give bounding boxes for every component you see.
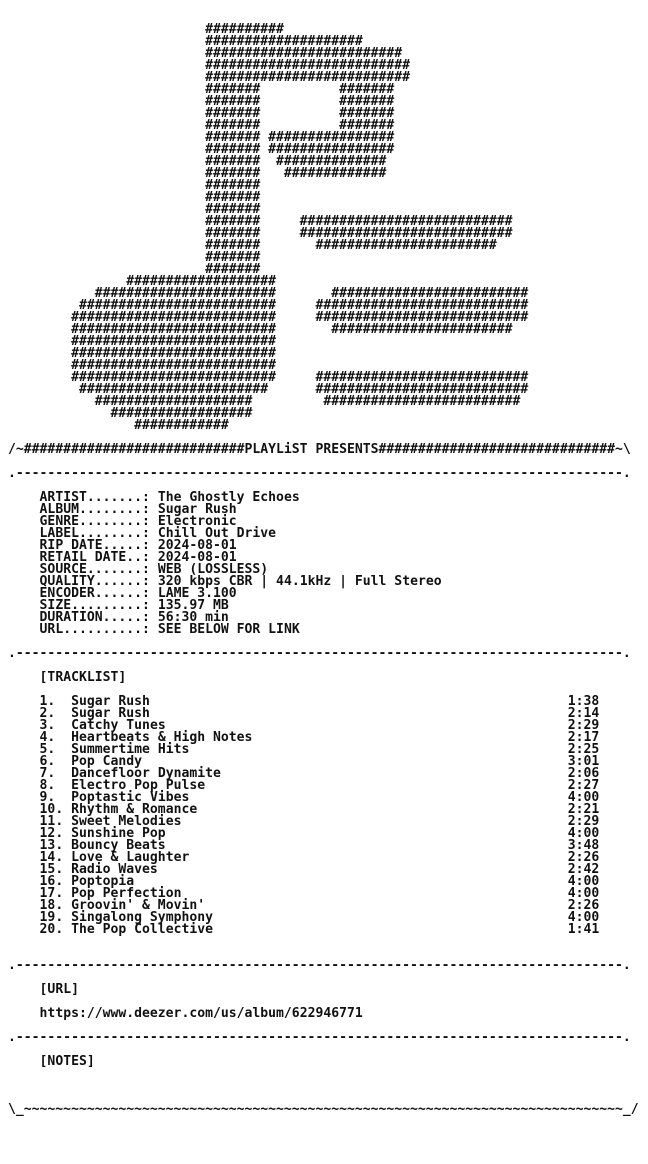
track-number: 2.	[39, 706, 56, 721]
track-number: 9.	[39, 790, 56, 805]
footer-border: \_~~~~~~~~~~~~~~~~~~~~~~~~~~~~~~~~~~~~~~~~~~~~~~~~~~~~~~~~~~~~~~~~~~~~~~~~~~~~_/	[8, 1102, 639, 1117]
track-title: Singalong Symphony	[71, 910, 213, 925]
track-title: Radio Waves	[71, 862, 158, 877]
duration-value: 56:30 min	[157, 610, 229, 625]
track-number: 1.	[39, 694, 56, 709]
track-number: 12.	[39, 826, 64, 841]
section-divider: .-----------------------------------------------------------------------------.	[8, 646, 631, 661]
track-duration: 2:27	[567, 778, 600, 793]
source-label: SOURCE.......:	[39, 562, 150, 577]
track-number: 4.	[39, 730, 56, 745]
track-number: 16.	[39, 874, 64, 889]
track-number: 17.	[39, 886, 64, 901]
track-duration: 2:29	[567, 814, 600, 829]
track-duration: 4:00	[567, 886, 600, 901]
track-title: Sunshine Pop	[71, 826, 166, 841]
size-label: SIZE.........:	[39, 598, 150, 613]
track-number: 3.	[39, 718, 56, 733]
track-title: Bouncy Beats	[71, 838, 166, 853]
track-duration: 2:26	[567, 898, 600, 913]
track-duration: 2:06	[567, 766, 600, 781]
genre-value: Electronic	[157, 514, 237, 529]
section-divider: .-----------------------------------------------------------------------------.	[8, 958, 631, 973]
track-number: 14.	[39, 850, 64, 865]
track-duration: 1:41	[567, 922, 600, 937]
track-duration: 4:00	[567, 910, 600, 925]
artist-value: The Ghostly Echoes	[157, 490, 300, 505]
encoder-label: ENCODER......:	[39, 586, 150, 601]
track-duration: 3:01	[567, 754, 600, 769]
track-title: Catchy Tunes	[71, 718, 166, 733]
size-value: 135.97 MB	[157, 598, 229, 613]
duration-label: DURATION.....:	[39, 610, 150, 625]
tracklist	[8, 694, 599, 937]
quality-label: QUALITY......:	[39, 574, 150, 589]
track-duration: 2:25	[567, 742, 600, 757]
rip-date-value: 2024-08-01	[157, 538, 237, 553]
genre-label: GENRE........:	[39, 514, 150, 529]
nfo-document	[8, 24, 639, 1116]
track-number: 11.	[39, 814, 64, 829]
track-duration: 2:26	[567, 850, 600, 865]
track-number: 20.	[39, 922, 64, 937]
track-title: Sugar Rush	[71, 694, 150, 709]
section-divider: .-----------------------------------------------------------------------------.	[8, 1030, 631, 1045]
track-duration: 4:00	[567, 826, 600, 841]
label-label: LABEL........:	[39, 526, 150, 541]
presents-banner: /~############################PLAYLiST PRESENTS##############################~\	[8, 442, 631, 457]
track-title: Rhythm & Romance	[71, 802, 198, 817]
track-number: 7.	[39, 766, 56, 781]
track-number: 8.	[39, 778, 56, 793]
url-value: SEE BELOW FOR LINK	[157, 622, 300, 637]
retail-date-value: 2024-08-01	[157, 550, 237, 565]
artist-label: ARTIST.......:	[39, 490, 150, 505]
source-value: WEB (LOSSLESS)	[157, 562, 269, 577]
track-title: The Pop Collective	[71, 922, 213, 937]
rip-date-label: RIP DATE.....:	[39, 538, 150, 553]
retail-date-label: RETAIL DATE..:	[39, 550, 150, 565]
quality-value: 320 kbps CBR | 44.1kHz | Full Stereo	[157, 574, 442, 589]
track-title: Pop Candy	[71, 754, 143, 769]
track-title: Sugar Rush	[71, 706, 150, 721]
track-title: Electro Pop Pulse	[71, 778, 206, 793]
track-duration: 3:48	[567, 838, 600, 853]
track-duration: 2:21	[567, 802, 600, 817]
album-value: Sugar Rush	[157, 502, 237, 517]
track-title: Summertime Hits	[71, 742, 190, 757]
track-title: Heartbeats & High Notes	[71, 730, 253, 745]
track-title: Poptopia	[71, 874, 135, 889]
encoder-value: LAME 3.100	[157, 586, 237, 601]
notes-heading: [NOTES]	[39, 1054, 95, 1069]
track-duration: 1:38	[567, 694, 600, 709]
track-duration: 2:14	[567, 706, 600, 721]
track-number: 13.	[39, 838, 64, 853]
track-duration: 4:00	[567, 790, 600, 805]
track-number: 6.	[39, 754, 56, 769]
label-value: Chill Out Drive	[157, 526, 277, 541]
album-label: ALBUM........:	[39, 502, 150, 517]
track-number: 15.	[39, 862, 64, 877]
track-title: Groovin' & Movin'	[71, 898, 206, 913]
url-label: URL..........:	[39, 622, 150, 637]
track-duration: 2:29	[567, 718, 600, 733]
section-divider: .-----------------------------------------------------------------------------.	[8, 466, 631, 481]
track-title: Sweet Melodies	[71, 814, 182, 829]
track-title: Poptastic Vibes	[71, 790, 190, 805]
track-number: 5.	[39, 742, 56, 757]
track-number: 19.	[39, 910, 64, 925]
album-link[interactable]: https://www.deezer.com/us/album/622946771	[39, 1006, 363, 1021]
track-duration: 2:42	[567, 862, 600, 877]
track-title: Pop Perfection	[71, 886, 182, 901]
track-row	[8, 922, 599, 937]
track-number: 10.	[39, 802, 64, 817]
playlist-logo-ascii-art: ########## #################### ######################### ########################## ########################## ####### ####### ####### ####### ####### ####### ####### ####### ####### ################ ####### ################ ####### ############## ####### ############# ####### ####### ####### ####### ########################### ####### ########################### ####### ####################### ####### ####### ################### ####################### ######################### ######################### ########################### ########################## ########################### ########################## ####################### ########################## ########################## ########################## ########################## ########################### ######################## ########################### #################### ######################### ################## ############	[71, 22, 529, 433]
track-title: Love & Laughter	[71, 850, 190, 865]
tracklist-heading: [TRACKLIST]	[39, 670, 127, 685]
track-title: Dancefloor Dynamite	[71, 766, 221, 781]
track-duration: 2:17	[567, 730, 600, 745]
track-duration: 4:00	[567, 874, 600, 889]
track-number: 18.	[39, 898, 64, 913]
url-heading: [URL]	[39, 982, 79, 997]
